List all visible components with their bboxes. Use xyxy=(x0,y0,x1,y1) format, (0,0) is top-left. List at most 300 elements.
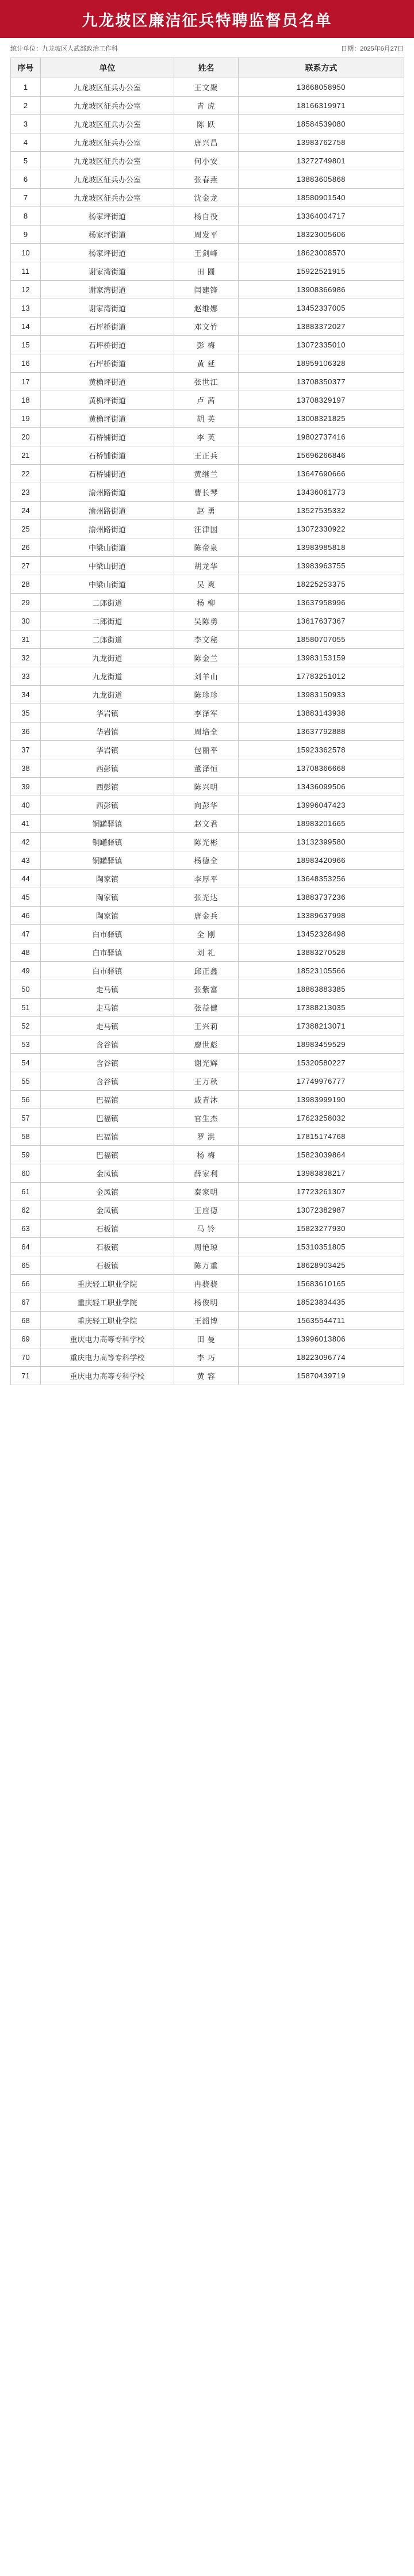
cell-unit: 谢家湾街道 xyxy=(41,299,174,318)
cell-contact: 15823277930 xyxy=(239,1220,404,1238)
cell-contact: 18166319971 xyxy=(239,97,404,115)
cell-contact: 18523834435 xyxy=(239,1293,404,1312)
table-row xyxy=(11,1017,404,1035)
cell-name: 王文聚 xyxy=(174,78,239,97)
table-row xyxy=(11,189,404,207)
cell-name: 杨德全 xyxy=(174,851,239,870)
cell-name: 王应德 xyxy=(174,1201,239,1220)
cell-index: 68 xyxy=(11,1312,41,1330)
roster-table xyxy=(10,58,404,1385)
cell-contact: 13983838217 xyxy=(239,1164,404,1183)
cell-index: 9 xyxy=(11,226,41,244)
statistics-unit-label: 统计单位：九龙坡区人武部政治工作科 xyxy=(10,45,118,52)
cell-unit: 渝州路街道 xyxy=(41,483,174,502)
cell-contact: 18580901540 xyxy=(239,189,404,207)
table-row xyxy=(11,391,404,410)
cell-index: 60 xyxy=(11,1164,41,1183)
cell-contact: 15683610165 xyxy=(239,1275,404,1293)
cell-index: 30 xyxy=(11,612,41,630)
table-row xyxy=(11,1146,404,1164)
cell-unit: 中梁山街道 xyxy=(41,538,174,557)
table-row xyxy=(11,1201,404,1220)
cell-name: 杨俊明 xyxy=(174,1293,239,1312)
cell-unit: 重庆电力高等专科学校 xyxy=(41,1367,174,1385)
table-row xyxy=(11,723,404,741)
cell-unit: 九龙街道 xyxy=(41,649,174,667)
cell-name: 吴 爽 xyxy=(174,575,239,594)
cell-unit: 九龙街道 xyxy=(41,667,174,686)
cell-unit: 石桥铺街道 xyxy=(41,446,174,465)
cell-contact: 13436061773 xyxy=(239,483,404,502)
cell-index: 52 xyxy=(11,1017,41,1035)
table-row xyxy=(11,907,404,925)
cell-index: 8 xyxy=(11,207,41,226)
cell-name: 冉骁骁 xyxy=(174,1275,239,1293)
table-row xyxy=(11,833,404,851)
column-header-index: 序号 xyxy=(11,58,41,78)
cell-name: 田 曼 xyxy=(174,1330,239,1348)
table-row xyxy=(11,594,404,612)
cell-unit: 渝州路街道 xyxy=(41,520,174,538)
cell-contact: 15923362578 xyxy=(239,741,404,759)
cell-name: 周发平 xyxy=(174,226,239,244)
cell-index: 27 xyxy=(11,557,41,575)
cell-index: 56 xyxy=(11,1091,41,1109)
cell-contact: 17815174768 xyxy=(239,1128,404,1146)
cell-name: 杨 梅 xyxy=(174,1146,239,1164)
cell-name: 向彭华 xyxy=(174,796,239,815)
cell-unit: 含谷镇 xyxy=(41,1054,174,1072)
cell-contact: 13983999190 xyxy=(239,1091,404,1109)
cell-index: 64 xyxy=(11,1238,41,1256)
cell-index: 40 xyxy=(11,796,41,815)
cell-contact: 13617637367 xyxy=(239,612,404,630)
cell-unit: 黄桷坪街道 xyxy=(41,391,174,410)
cell-unit: 含谷镇 xyxy=(41,1072,174,1091)
cell-index: 33 xyxy=(11,667,41,686)
table-row xyxy=(11,667,404,686)
table-row xyxy=(11,78,404,97)
cell-name: 曹长琴 xyxy=(174,483,239,502)
cell-contact: 15635544711 xyxy=(239,1312,404,1330)
table-row xyxy=(11,649,404,667)
table-header-row xyxy=(11,58,404,78)
cell-contact: 13983150933 xyxy=(239,686,404,704)
cell-name: 张春燕 xyxy=(174,170,239,189)
cell-index: 48 xyxy=(11,943,41,962)
table-row xyxy=(11,1183,404,1201)
cell-contact: 17623258032 xyxy=(239,1109,404,1128)
cell-contact: 13452328498 xyxy=(239,925,404,943)
cell-index: 13 xyxy=(11,299,41,318)
table-row xyxy=(11,778,404,796)
cell-unit: 二郎街道 xyxy=(41,594,174,612)
cell-index: 28 xyxy=(11,575,41,594)
cell-unit: 巴福镇 xyxy=(41,1146,174,1164)
table-row xyxy=(11,1348,404,1367)
cell-index: 50 xyxy=(11,980,41,999)
cell-index: 19 xyxy=(11,410,41,428)
cell-index: 66 xyxy=(11,1275,41,1293)
table-row xyxy=(11,1330,404,1348)
cell-contact: 13389637998 xyxy=(239,907,404,925)
cell-contact: 15696266846 xyxy=(239,446,404,465)
cell-contact: 13008321825 xyxy=(239,410,404,428)
cell-contact: 18883883385 xyxy=(239,980,404,999)
cell-index: 57 xyxy=(11,1109,41,1128)
table-row xyxy=(11,502,404,520)
cell-index: 29 xyxy=(11,594,41,612)
table-row xyxy=(11,520,404,538)
table-row xyxy=(11,759,404,778)
cell-name: 张紫富 xyxy=(174,980,239,999)
cell-index: 25 xyxy=(11,520,41,538)
cell-name: 薛家利 xyxy=(174,1164,239,1183)
cell-contact: 15320580227 xyxy=(239,1054,404,1072)
cell-index: 71 xyxy=(11,1367,41,1385)
cell-index: 49 xyxy=(11,962,41,980)
table-row xyxy=(11,1367,404,1385)
cell-unit: 石桥铺街道 xyxy=(41,465,174,483)
cell-contact: 17388213035 xyxy=(239,999,404,1017)
cell-unit: 重庆电力高等专科学校 xyxy=(41,1330,174,1348)
cell-index: 32 xyxy=(11,649,41,667)
cell-unit: 白市驿镇 xyxy=(41,925,174,943)
cell-index: 6 xyxy=(11,170,41,189)
cell-contact: 18959106328 xyxy=(239,354,404,373)
cell-index: 26 xyxy=(11,538,41,557)
cell-index: 22 xyxy=(11,465,41,483)
cell-contact: 18323005606 xyxy=(239,226,404,244)
cell-unit: 杨家坪街道 xyxy=(41,226,174,244)
cell-unit: 九龙坡区征兵办公室 xyxy=(41,133,174,152)
cell-index: 43 xyxy=(11,851,41,870)
cell-name: 张益健 xyxy=(174,999,239,1017)
table-row xyxy=(11,354,404,373)
cell-index: 16 xyxy=(11,354,41,373)
cell-name: 王正兵 xyxy=(174,446,239,465)
cell-index: 7 xyxy=(11,189,41,207)
table-row xyxy=(11,1072,404,1091)
cell-name: 杨自役 xyxy=(174,207,239,226)
cell-index: 59 xyxy=(11,1146,41,1164)
table-row xyxy=(11,999,404,1017)
cell-unit: 金凤镇 xyxy=(41,1164,174,1183)
footer-spacer xyxy=(0,1385,414,1389)
cell-index: 24 xyxy=(11,502,41,520)
table-row xyxy=(11,1293,404,1312)
cell-name: 谢光辉 xyxy=(174,1054,239,1072)
cell-unit: 中梁山街道 xyxy=(41,557,174,575)
column-header-name: 姓名 xyxy=(174,58,239,78)
cell-name: 田 圆 xyxy=(174,262,239,281)
cell-unit: 黄桷坪街道 xyxy=(41,373,174,391)
table-row xyxy=(11,336,404,354)
cell-contact: 13637792888 xyxy=(239,723,404,741)
cell-unit: 华岩镇 xyxy=(41,741,174,759)
cell-unit: 走马镇 xyxy=(41,999,174,1017)
cell-contact: 18580707055 xyxy=(239,630,404,649)
cell-index: 18 xyxy=(11,391,41,410)
cell-contact: 18584539080 xyxy=(239,115,404,133)
cell-name: 刘羊山 xyxy=(174,667,239,686)
cell-unit: 华岩镇 xyxy=(41,704,174,723)
cell-name: 全 刚 xyxy=(174,925,239,943)
cell-contact: 13072382987 xyxy=(239,1201,404,1220)
cell-unit: 渝州路街道 xyxy=(41,502,174,520)
cell-contact: 13883143938 xyxy=(239,704,404,723)
cell-name: 马 铃 xyxy=(174,1220,239,1238)
cell-unit: 巴福镇 xyxy=(41,1091,174,1109)
cell-name: 卢 茜 xyxy=(174,391,239,410)
cell-contact: 18225253375 xyxy=(239,575,404,594)
cell-contact: 13883605868 xyxy=(239,170,404,189)
cell-index: 53 xyxy=(11,1035,41,1054)
table-row xyxy=(11,851,404,870)
cell-unit: 杨家坪街道 xyxy=(41,207,174,226)
cell-name: 陈帝泉 xyxy=(174,538,239,557)
cell-index: 45 xyxy=(11,888,41,907)
cell-index: 41 xyxy=(11,815,41,833)
table-row xyxy=(11,483,404,502)
cell-contact: 13452337005 xyxy=(239,299,404,318)
cell-contact: 13647690666 xyxy=(239,465,404,483)
cell-name: 何小安 xyxy=(174,152,239,170)
table-row xyxy=(11,115,404,133)
cell-unit: 九龙坡区征兵办公室 xyxy=(41,115,174,133)
table-row xyxy=(11,925,404,943)
cell-name: 沈金龙 xyxy=(174,189,239,207)
cell-unit: 九龙坡区征兵办公室 xyxy=(41,78,174,97)
cell-unit: 重庆电力高等专科学校 xyxy=(41,1348,174,1367)
table-row xyxy=(11,888,404,907)
cell-name: 陈金兰 xyxy=(174,649,239,667)
table-row xyxy=(11,281,404,299)
cell-index: 46 xyxy=(11,907,41,925)
cell-unit: 巴福镇 xyxy=(41,1128,174,1146)
cell-unit: 西彭镇 xyxy=(41,759,174,778)
cell-index: 39 xyxy=(11,778,41,796)
cell-unit: 白市驿镇 xyxy=(41,943,174,962)
cell-index: 12 xyxy=(11,281,41,299)
cell-contact: 13883372027 xyxy=(239,318,404,336)
cell-name: 王剑峰 xyxy=(174,244,239,262)
cell-unit: 九龙街道 xyxy=(41,686,174,704)
cell-name: 周艳琼 xyxy=(174,1238,239,1256)
cell-name: 胡 英 xyxy=(174,410,239,428)
cell-unit: 走马镇 xyxy=(41,980,174,999)
cell-index: 55 xyxy=(11,1072,41,1091)
cell-name: 李 巧 xyxy=(174,1348,239,1367)
table-row xyxy=(11,686,404,704)
cell-contact: 13527535332 xyxy=(239,502,404,520)
table-row xyxy=(11,704,404,723)
cell-contact: 15823039864 xyxy=(239,1146,404,1164)
cell-index: 5 xyxy=(11,152,41,170)
cell-unit: 含谷镇 xyxy=(41,1035,174,1054)
cell-index: 44 xyxy=(11,870,41,888)
cell-contact: 19802737416 xyxy=(239,428,404,446)
cell-unit: 石板镇 xyxy=(41,1220,174,1238)
cell-contact: 13668058950 xyxy=(239,78,404,97)
cell-index: 2 xyxy=(11,97,41,115)
cell-unit: 杨家坪街道 xyxy=(41,244,174,262)
cell-unit: 铜罐驿镇 xyxy=(41,833,174,851)
table-row xyxy=(11,299,404,318)
cell-contact: 18983459529 xyxy=(239,1035,404,1054)
table-row xyxy=(11,1275,404,1293)
date-label: 日期：2025年6月27日 xyxy=(341,45,404,52)
cell-name: 戚青沐 xyxy=(174,1091,239,1109)
cell-index: 70 xyxy=(11,1348,41,1367)
cell-index: 20 xyxy=(11,428,41,446)
table-row xyxy=(11,465,404,483)
cell-index: 36 xyxy=(11,723,41,741)
table-row xyxy=(11,538,404,557)
cell-name: 李厚平 xyxy=(174,870,239,888)
table-row xyxy=(11,1128,404,1146)
table-row xyxy=(11,97,404,115)
cell-index: 42 xyxy=(11,833,41,851)
table-row xyxy=(11,226,404,244)
table-row xyxy=(11,741,404,759)
cell-unit: 九龙坡区征兵办公室 xyxy=(41,170,174,189)
cell-unit: 重庆轻工职业学院 xyxy=(41,1293,174,1312)
cell-name: 彭 梅 xyxy=(174,336,239,354)
cell-name: 赵维娜 xyxy=(174,299,239,318)
cell-name: 陈万重 xyxy=(174,1256,239,1275)
cell-contact: 13708329197 xyxy=(239,391,404,410)
column-header-contact: 联系方式 xyxy=(239,58,404,78)
table-row xyxy=(11,410,404,428)
cell-index: 3 xyxy=(11,115,41,133)
cell-unit: 西彭镇 xyxy=(41,796,174,815)
cell-index: 21 xyxy=(11,446,41,465)
table-row xyxy=(11,244,404,262)
cell-contact: 13983985818 xyxy=(239,538,404,557)
cell-contact: 18628903425 xyxy=(239,1256,404,1275)
cell-contact: 13908366986 xyxy=(239,281,404,299)
cell-unit: 石坪桥街道 xyxy=(41,318,174,336)
cell-unit: 陶家镇 xyxy=(41,888,174,907)
cell-contact: 17783251012 xyxy=(239,667,404,686)
cell-contact: 13883737236 xyxy=(239,888,404,907)
cell-contact: 13364004717 xyxy=(239,207,404,226)
table-row xyxy=(11,796,404,815)
cell-unit: 二郎街道 xyxy=(41,612,174,630)
cell-index: 63 xyxy=(11,1220,41,1238)
cell-index: 47 xyxy=(11,925,41,943)
cell-unit: 石桥铺街道 xyxy=(41,428,174,446)
cell-name: 黄继兰 xyxy=(174,465,239,483)
table-row xyxy=(11,612,404,630)
cell-index: 34 xyxy=(11,686,41,704)
cell-contact: 15310351805 xyxy=(239,1238,404,1256)
table-row xyxy=(11,170,404,189)
cell-index: 31 xyxy=(11,630,41,649)
cell-name: 秦家明 xyxy=(174,1183,239,1201)
cell-unit: 华岩镇 xyxy=(41,723,174,741)
table-row xyxy=(11,815,404,833)
cell-index: 14 xyxy=(11,318,41,336)
cell-name: 闫建锋 xyxy=(174,281,239,299)
cell-unit: 九龙坡区征兵办公室 xyxy=(41,152,174,170)
table-row xyxy=(11,207,404,226)
cell-contact: 13272749801 xyxy=(239,152,404,170)
cell-contact: 13072335010 xyxy=(239,336,404,354)
page-title: 九龙坡区廉洁征兵特聘监督员名单 xyxy=(0,0,414,38)
cell-name: 李泽军 xyxy=(174,704,239,723)
cell-contact: 17749976777 xyxy=(239,1072,404,1091)
table-row xyxy=(11,133,404,152)
cell-unit: 白市驿镇 xyxy=(41,962,174,980)
cell-contact: 13883270528 xyxy=(239,943,404,962)
cell-contact: 13996047423 xyxy=(239,796,404,815)
cell-index: 62 xyxy=(11,1201,41,1220)
cell-contact: 13983762758 xyxy=(239,133,404,152)
cell-name: 李 英 xyxy=(174,428,239,446)
table-row xyxy=(11,1164,404,1183)
cell-unit: 中梁山街道 xyxy=(41,575,174,594)
cell-name: 赵文君 xyxy=(174,815,239,833)
cell-contact: 18223096774 xyxy=(239,1348,404,1367)
cell-name: 陈 跃 xyxy=(174,115,239,133)
cell-name: 陈珍珍 xyxy=(174,686,239,704)
cell-unit: 铜罐驿镇 xyxy=(41,851,174,870)
table-row xyxy=(11,1256,404,1275)
column-header-unit: 单位 xyxy=(41,58,174,78)
table-row xyxy=(11,373,404,391)
cell-contact: 18983420966 xyxy=(239,851,404,870)
table-row xyxy=(11,630,404,649)
cell-index: 23 xyxy=(11,483,41,502)
cell-name: 邓文竹 xyxy=(174,318,239,336)
cell-contact: 17723261307 xyxy=(239,1183,404,1201)
cell-contact: 13648353256 xyxy=(239,870,404,888)
cell-index: 54 xyxy=(11,1054,41,1072)
cell-unit: 石板镇 xyxy=(41,1256,174,1275)
cell-name: 赵 勇 xyxy=(174,502,239,520)
cell-contact: 13132399580 xyxy=(239,833,404,851)
cell-name: 汪津国 xyxy=(174,520,239,538)
cell-unit: 石板镇 xyxy=(41,1238,174,1256)
cell-unit: 二郎街道 xyxy=(41,630,174,649)
cell-unit: 铜罐驿镇 xyxy=(41,815,174,833)
table-row xyxy=(11,262,404,281)
cell-index: 58 xyxy=(11,1128,41,1146)
cell-unit: 九龙坡区征兵办公室 xyxy=(41,97,174,115)
cell-name: 邱正鑫 xyxy=(174,962,239,980)
cell-unit: 西彭镇 xyxy=(41,778,174,796)
cell-name: 刘 礼 xyxy=(174,943,239,962)
table-row xyxy=(11,1238,404,1256)
cell-contact: 18623008570 xyxy=(239,244,404,262)
cell-unit: 重庆轻工职业学院 xyxy=(41,1275,174,1293)
cell-name: 王兴莉 xyxy=(174,1017,239,1035)
cell-contact: 13983153159 xyxy=(239,649,404,667)
cell-unit: 黄桷坪街道 xyxy=(41,410,174,428)
table-row xyxy=(11,943,404,962)
cell-contact: 13983963755 xyxy=(239,557,404,575)
table-row xyxy=(11,980,404,999)
cell-contact: 18523105566 xyxy=(239,962,404,980)
cell-index: 51 xyxy=(11,999,41,1017)
table-row xyxy=(11,557,404,575)
cell-name: 王韶博 xyxy=(174,1312,239,1330)
cell-contact: 13708366668 xyxy=(239,759,404,778)
cell-contact: 15870439719 xyxy=(239,1367,404,1385)
cell-name: 包丽平 xyxy=(174,741,239,759)
